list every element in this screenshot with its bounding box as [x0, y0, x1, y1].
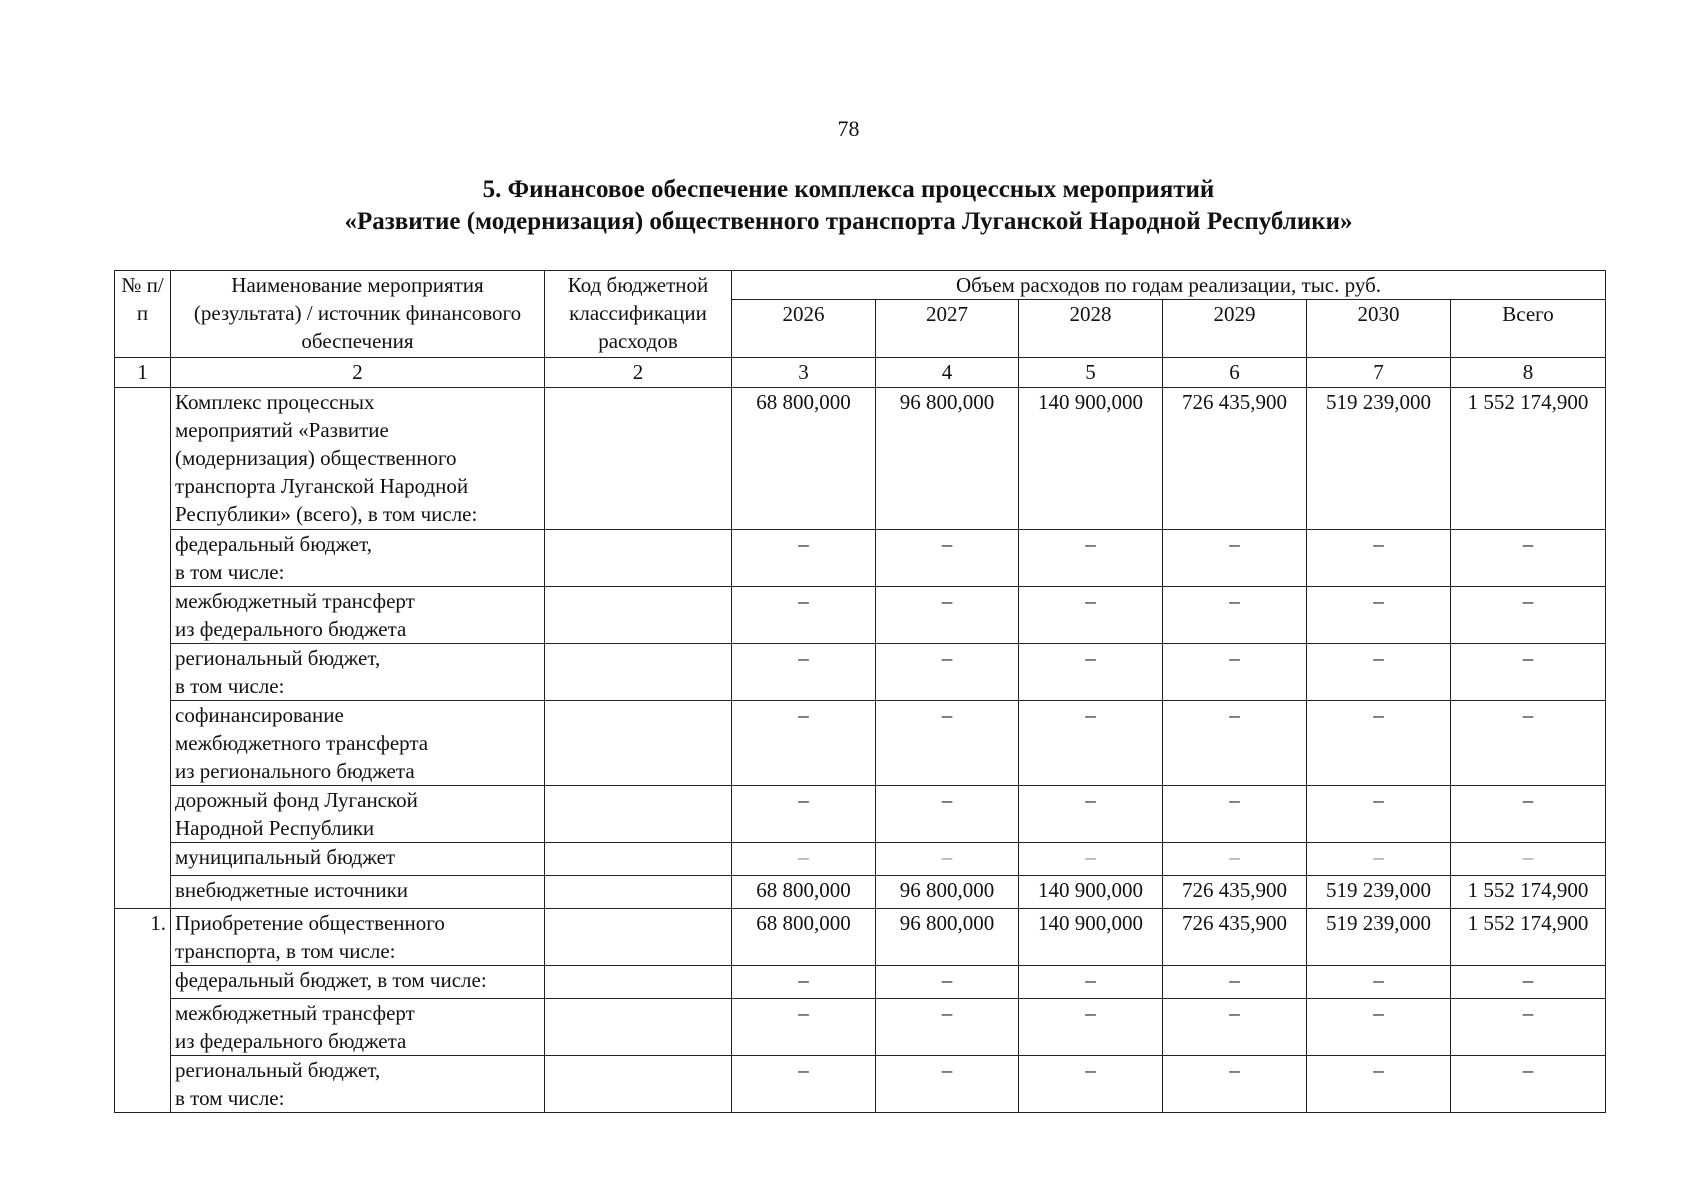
- value-cell: –: [1307, 644, 1451, 701]
- value-cell: –: [876, 701, 1019, 786]
- value-cell: –: [876, 1056, 1019, 1113]
- value-cell: –: [876, 587, 1019, 644]
- table-row: [115, 909, 1606, 966]
- value-cell: –: [732, 786, 876, 843]
- value-cell: –: [1307, 530, 1451, 587]
- table-row: [115, 644, 1606, 701]
- value-cell: –: [876, 999, 1019, 1056]
- value-cell: –: [732, 587, 876, 644]
- col-number: 8: [1451, 358, 1606, 388]
- value-cell: 1 552 174,900: [1451, 909, 1606, 966]
- value-cell: –: [1307, 843, 1451, 876]
- value-cell: –: [732, 1056, 876, 1113]
- row-code: [545, 876, 732, 909]
- value-cell: –: [1019, 966, 1163, 999]
- row-name: региональный бюджет, в том числе:: [171, 1056, 545, 1113]
- table-row: [115, 388, 1606, 530]
- header-num: № п/п: [115, 271, 171, 358]
- value-cell: –: [1019, 587, 1163, 644]
- row-name: дорожный фонд Луганской Народной Республики: [171, 786, 545, 843]
- value-cell: 1 552 174,900: [1451, 876, 1606, 909]
- value-cell: –: [1451, 966, 1606, 999]
- value-cell: –: [732, 644, 876, 701]
- header-volume: Объем расходов по годам реализации, тыс. руб.: [732, 271, 1606, 300]
- header-year-2027: 2027: [876, 300, 1019, 358]
- row-code: [545, 701, 732, 786]
- value-cell: –: [1019, 644, 1163, 701]
- title-line-2: «Развитие (модернизация) общественного транспорта Луганской Народной Республики»: [344, 208, 1353, 235]
- value-cell: 726 435,900: [1163, 909, 1307, 966]
- value-cell: 726 435,900: [1163, 876, 1307, 909]
- value-cell: –: [1163, 843, 1307, 876]
- row-name: Приобретение общественного транспорта, в том числе:: [171, 909, 545, 966]
- value-cell: –: [1019, 530, 1163, 587]
- value-cell: –: [1163, 786, 1307, 843]
- value-cell: –: [1307, 786, 1451, 843]
- value-cell: 68 800,000: [732, 876, 876, 909]
- value-cell: 68 800,000: [732, 909, 876, 966]
- page-number: 78: [837, 116, 860, 141]
- value-cell: –: [1451, 644, 1606, 701]
- row-name: межбюджетный трансферт из федерального бюджета: [171, 587, 545, 644]
- value-cell: –: [1451, 587, 1606, 644]
- value-cell: 68 800,000: [732, 388, 876, 530]
- header-code: Код бюджетной классификации расходов: [545, 271, 732, 358]
- col-number: 4: [876, 358, 1019, 388]
- value-cell: –: [1163, 966, 1307, 999]
- table-row: [115, 786, 1606, 843]
- value-cell: –: [732, 999, 876, 1056]
- row-name: внебюджетные источники: [171, 876, 545, 909]
- value-cell: 140 900,000: [1019, 388, 1163, 530]
- row-num: [115, 388, 171, 909]
- col-number: 1: [115, 358, 171, 388]
- value-cell: 96 800,000: [876, 388, 1019, 530]
- financing-table: [114, 270, 1606, 1113]
- table-row: [115, 999, 1606, 1056]
- header-name: Наименование мероприятия (результата) / источник финансового обеспечения: [171, 271, 545, 358]
- value-cell: –: [1307, 966, 1451, 999]
- row-name: региональный бюджет, в том числе:: [171, 644, 545, 701]
- value-cell: –: [876, 530, 1019, 587]
- value-cell: –: [1451, 786, 1606, 843]
- value-cell: –: [1163, 999, 1307, 1056]
- row-code: [545, 530, 732, 587]
- table-row: [115, 843, 1606, 876]
- numbering-row: [115, 358, 1606, 388]
- header-year-2026: 2026: [732, 300, 876, 358]
- value-cell: –: [1019, 701, 1163, 786]
- row-code: [545, 909, 732, 966]
- col-number: 5: [1019, 358, 1163, 388]
- value-cell: –: [1019, 1056, 1163, 1113]
- value-cell: –: [876, 843, 1019, 876]
- row-name: межбюджетный трансферт из федерального бюджета: [171, 999, 545, 1056]
- value-cell: –: [1163, 530, 1307, 587]
- header-year-2028: 2028: [1019, 300, 1163, 358]
- row-code: [545, 843, 732, 876]
- value-cell: –: [732, 843, 876, 876]
- value-cell: –: [1307, 999, 1451, 1056]
- col-number: 3: [732, 358, 876, 388]
- value-cell: –: [1163, 1056, 1307, 1113]
- row-code: [545, 587, 732, 644]
- value-cell: 96 800,000: [876, 909, 1019, 966]
- table-row: [115, 530, 1606, 587]
- table-row: [115, 701, 1606, 786]
- value-cell: 140 900,000: [1019, 876, 1163, 909]
- value-cell: –: [1451, 999, 1606, 1056]
- value-cell: 519 239,000: [1307, 876, 1451, 909]
- value-cell: –: [1307, 587, 1451, 644]
- value-cell: –: [1307, 701, 1451, 786]
- row-code: [545, 388, 732, 530]
- row-code: [545, 644, 732, 701]
- header-year-2029: 2029: [1163, 300, 1307, 358]
- value-cell: –: [1019, 843, 1163, 876]
- header-year-2030: 2030: [1307, 300, 1451, 358]
- row-name: софинансирование межбюджетного трансферта из регионального бюджета: [171, 701, 545, 786]
- value-cell: –: [1019, 786, 1163, 843]
- table-row: [115, 876, 1606, 909]
- table-row: [115, 1056, 1606, 1113]
- row-num: 1.: [115, 909, 171, 1113]
- value-cell: 519 239,000: [1307, 388, 1451, 530]
- header-total: Всего: [1451, 300, 1606, 358]
- value-cell: –: [1163, 587, 1307, 644]
- title-line-1: 5. Финансовое обеспечение комплекса процессных мероприятий: [482, 176, 1215, 203]
- row-name: федеральный бюджет, в том числе:: [171, 966, 545, 999]
- value-cell: 726 435,900: [1163, 388, 1307, 530]
- value-cell: –: [732, 701, 876, 786]
- row-code: [545, 786, 732, 843]
- col-number: 2: [545, 358, 732, 388]
- row-code: [545, 1056, 732, 1113]
- value-cell: –: [732, 530, 876, 587]
- value-cell: –: [876, 644, 1019, 701]
- row-name: федеральный бюджет, в том числе:: [171, 530, 545, 587]
- value-cell: –: [732, 966, 876, 999]
- value-cell: –: [876, 966, 1019, 999]
- row-code: [545, 999, 732, 1056]
- value-cell: 1 552 174,900: [1451, 388, 1606, 530]
- value-cell: 519 239,000: [1307, 909, 1451, 966]
- col-number: 6: [1163, 358, 1307, 388]
- value-cell: –: [1451, 701, 1606, 786]
- value-cell: –: [1163, 644, 1307, 701]
- value-cell: 96 800,000: [876, 876, 1019, 909]
- value-cell: –: [1163, 701, 1307, 786]
- value-cell: –: [1451, 530, 1606, 587]
- value-cell: 140 900,000: [1019, 909, 1163, 966]
- row-code: [545, 966, 732, 999]
- value-cell: –: [1451, 1056, 1606, 1113]
- row-name: Комплекс процессных мероприятий «Развитие (модернизация) общественного транспорта Луганской Народной Республики» (всего), в том числе:: [171, 388, 545, 530]
- value-cell: –: [1307, 1056, 1451, 1113]
- col-number: 7: [1307, 358, 1451, 388]
- value-cell: –: [1019, 999, 1163, 1056]
- table-row: [115, 587, 1606, 644]
- page-title: [0, 174, 1697, 238]
- row-name: муниципальный бюджет: [171, 843, 545, 876]
- table-row: [115, 966, 1606, 999]
- value-cell: –: [876, 786, 1019, 843]
- col-number: 2: [171, 358, 545, 388]
- value-cell: –: [1451, 843, 1606, 876]
